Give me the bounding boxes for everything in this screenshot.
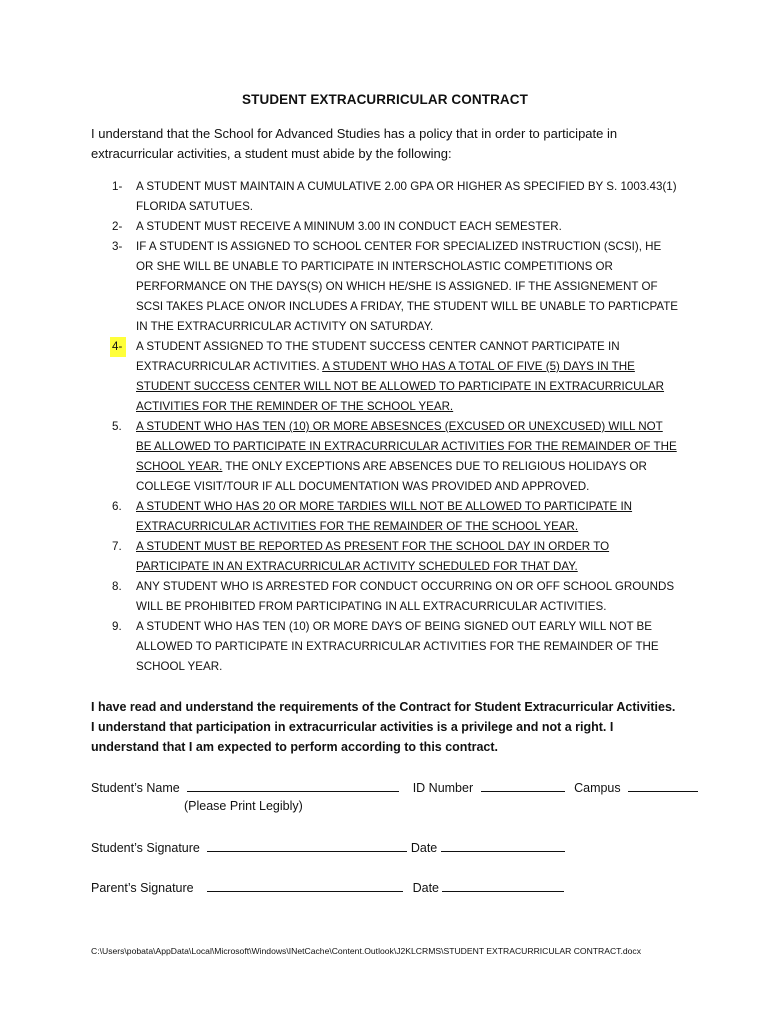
rule-number: 8.: [112, 580, 122, 593]
id-number-line[interactable]: [481, 777, 565, 792]
rule-text-underlined: A STUDENT WHO HAS 20 OR MORE TARDIES WILL NOT BE ALLOWED TO PARTICIPATE IN EXTRACURRICULAR ACTIVITIES FOR THE REMAINDER OF THE SCHOOL YEAR.: [136, 500, 633, 533]
campus-line[interactable]: [628, 777, 698, 792]
id-number-label: ID Number: [412, 781, 474, 795]
rule-number: 5.: [112, 420, 122, 433]
rule-number-highlighted: 4-: [110, 337, 126, 357]
rule-item: [0, 577, 681, 617]
intro-paragraph: I understand that the School for Advanced Studies has a policy that in order to participate in extracurricular activities, a student must abide by the following:: [91, 126, 618, 161]
student-date-line[interactable]: [441, 837, 565, 852]
student-name-row: [91, 777, 698, 797]
print-note: (Please Print Legibly): [184, 799, 303, 813]
rule-item: [0, 337, 681, 417]
rule-item: [0, 237, 681, 337]
rule-number: 7.: [112, 540, 122, 553]
student-signature-row: [91, 837, 565, 857]
acknowledgement-statement: I have read and understand the requirements of the Contract for Student Extracurricular Activities. I understand that participation in extracurricular activities is a privilege and not a right. I understand that I am expected to perform according to this contract.: [91, 700, 676, 754]
rules-list: [0, 177, 770, 677]
student-signature-line[interactable]: [207, 837, 407, 852]
rule-text-underlined: A STUDENT WHO HAS TEN (10) OR MORE ABSESNCES (EXCUSED OR UNEXCUSED) WILL NOT BE ALLOWED TO PARTICIPATE IN EXTRACURRICULAR ACTIVITIES FOR THE REMAINDER OF THE SCHOOL YEAR.: [136, 420, 677, 473]
rule-item: [0, 537, 681, 577]
student-name-line[interactable]: [187, 777, 399, 792]
rule-item: [0, 217, 681, 237]
rule-item: [0, 497, 681, 537]
rule-number: 2-: [112, 220, 123, 233]
student-date-label: Date: [410, 841, 438, 855]
rule-item: [0, 617, 681, 677]
parent-signature-row: [91, 877, 564, 897]
parent-date-label: Date: [412, 881, 439, 895]
rule-text: A STUDENT MUST MAINTAIN A CUMULATIVE 2.00 GPA OR HIGHER AS SPECIFIED BY S. 1003.43(1) FLORIDA SATUTUES.: [136, 180, 677, 213]
rule-text-underlined: A STUDENT WHO HAS A TOTAL OF FIVE (5) DAYS IN THE STUDENT SUCCESS CENTER WILL NOT BE ALLOWED TO PARTICIPATE IN EXTRACURRICULAR ACTIVITIES FOR THE REMINDER OF THE SCHOOL YEAR.: [136, 360, 665, 413]
rule-text: A STUDENT WHO HAS TEN (10) OR MORE DAYS OF BEING SIGNED OUT EARLY WILL NOT BE ALLOWED TO PARTICIPATE IN EXTRACURRICULAR ACTIVITIES FOR THE REMAINDER OF THE SCHOOL YEAR.: [136, 620, 659, 673]
rule-text: THE ONLY EXCEPTIONS ARE ABSENCES DUE TO RELIGIOUS HOLIDAYS OR COLLEGE VISIT/TOUR IF ALL DOCUMENTATION WAS PROVIDED AND APPROVED.: [136, 460, 647, 493]
rule-text: IF A STUDENT IS ASSIGNED TO SCHOOL CENTER FOR SPECIALIZED INSTRUCTION (SCSI), HE OR SHE WILL BE UNABLE TO PARTICIPATE IN INTERSCHOLASTIC COMPETITIONS OR PERFORMANCE ON THE DAYS(S) ON WHICH HE/SHE IS ASSIGNED. IF THE ASSIGNEMENT OF SCSI TAKES PLACE ON/OR INCLUDES A FRIDAY, THE STUDENT WILL BE UNABLE TO PARTICPATE IN THE EXTRACURRICULAR ACTIVITY ON SATURDAY.: [136, 240, 679, 333]
rule-number: 3-: [112, 240, 123, 253]
rule-text: A STUDENT ASSIGNED TO THE STUDENT SUCCESS CENTER CANNOT PARTICIPATE IN EXTRACURRICULAR ACTIVITIES.: [136, 340, 620, 373]
rule-item: [0, 417, 681, 497]
parent-signature-line[interactable]: [207, 877, 403, 892]
rule-number: 9.: [112, 620, 122, 633]
document-title: STUDENT EXTRACURRICULAR CONTRACT: [242, 92, 528, 107]
rule-number: 6.: [112, 500, 122, 513]
rule-text: ANY STUDENT WHO IS ARRESTED FOR CONDUCT OCCURRING ON OR OFF SCHOOL GROUNDS WILL BE PROHIBITED FROM PARTICIPATING IN ALL EXTRACURRICULAR ACTIVITIES.: [136, 580, 675, 613]
rule-text: A STUDENT MUST RECEIVE A MININUM 3.00 IN CONDUCT EACH SEMESTER.: [136, 220, 562, 233]
student-signature-label: Student’s Signature: [91, 841, 200, 855]
file-path-footer: C:\Users\pobata\AppData\Local\Microsoft\Windows\INetCache\Content.Outlook\J2KLCRMS\STUDENT EXTRACURRICULAR CONTRACT.docx: [91, 946, 642, 956]
rule-item: [0, 177, 681, 217]
rule-text-underlined: A STUDENT MUST BE REPORTED AS PRESENT FOR THE SCHOOL DAY IN ORDER TO PARTICIPATE IN AN EXTRACURRICULAR ACTIVITY SCHEDULED FOR THAT DAY.: [136, 540, 610, 573]
parent-signature-label: Parent’s Signature: [91, 881, 194, 895]
campus-label: Campus: [574, 781, 621, 795]
rule-number: 1-: [112, 180, 123, 193]
parent-date-line[interactable]: [442, 877, 564, 892]
student-name-label: Student’s Name: [91, 781, 180, 795]
